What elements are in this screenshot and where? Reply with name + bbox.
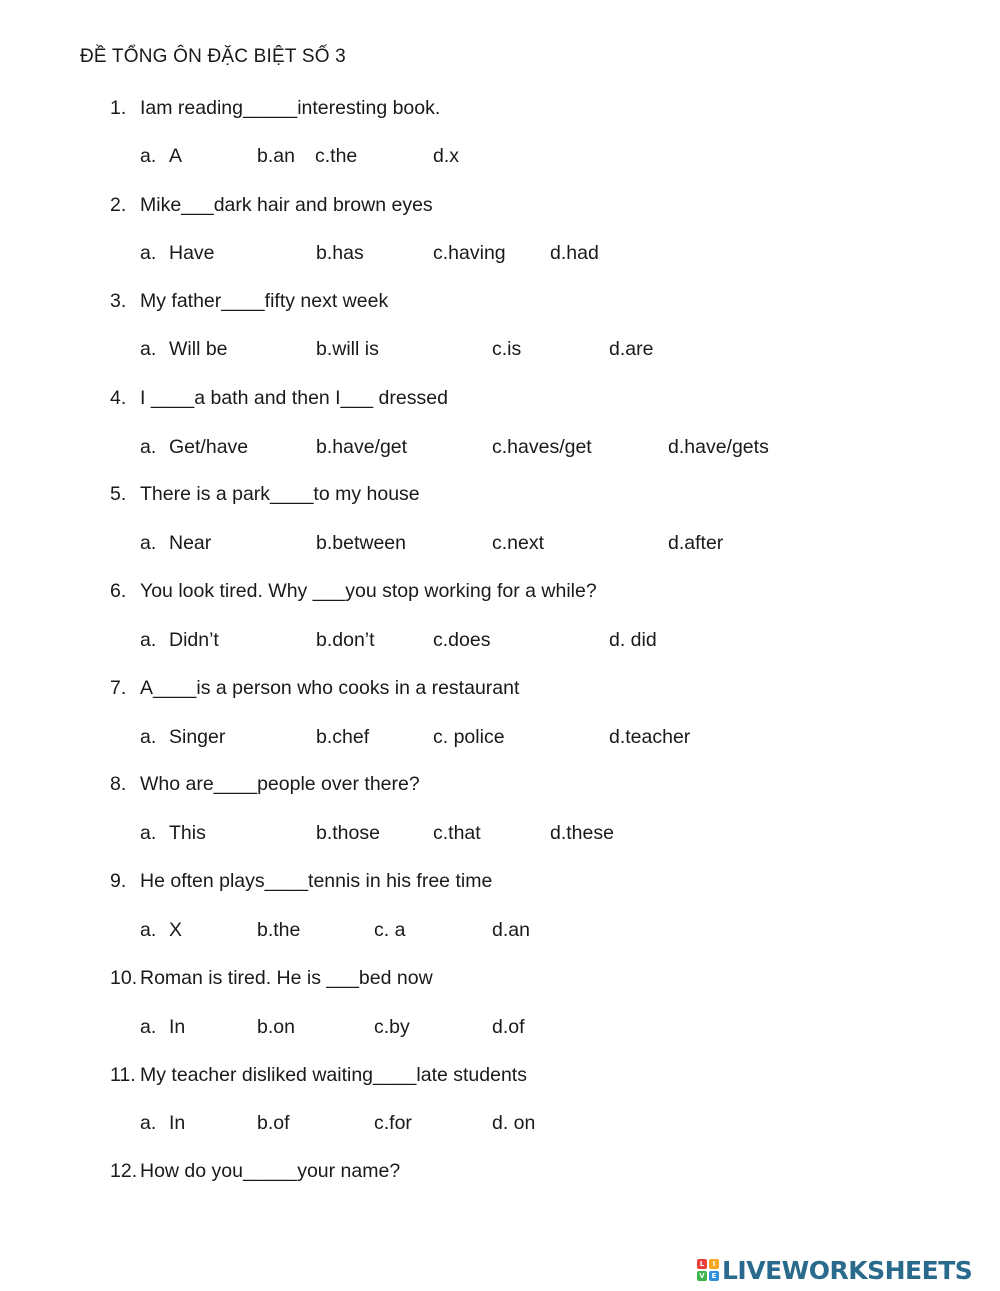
option-text: Have — [169, 242, 215, 264]
question-text: My teacher disliked waiting____late students — [140, 1064, 527, 1086]
question-number: 9. — [110, 870, 127, 892]
question-9 — [110, 870, 492, 893]
option-text: b.chef — [316, 726, 370, 748]
option-text: b.the — [257, 919, 301, 941]
option-text: Didn’t — [169, 629, 219, 651]
option-letter: a. — [140, 338, 157, 360]
option-text: d.are — [609, 338, 654, 360]
option-letter: a. — [140, 532, 157, 554]
answer-option[interactable] — [140, 919, 182, 942]
answer-option[interactable] — [550, 242, 599, 265]
option-text: c.the — [315, 145, 358, 167]
option-letter: a. — [140, 1016, 157, 1038]
question-text: My father____fifty next week — [140, 290, 389, 312]
question-3 — [110, 290, 388, 313]
answer-option[interactable] — [140, 1016, 185, 1039]
answer-option[interactable] — [316, 629, 375, 652]
question-8 — [110, 773, 420, 796]
option-text: c.is — [492, 338, 522, 360]
option-letter: a. — [140, 145, 157, 167]
question-text: Who are____people over there? — [140, 773, 420, 795]
answer-option[interactable] — [433, 822, 481, 845]
question-number: 6. — [110, 580, 127, 602]
option-text: Get/have — [169, 436, 249, 458]
question-text: How do you_____your name? — [140, 1160, 401, 1182]
answer-option[interactable] — [316, 726, 369, 749]
question-10 — [110, 967, 433, 990]
question-2 — [110, 194, 433, 217]
option-text: d.after — [668, 532, 724, 554]
answer-option[interactable] — [668, 436, 769, 459]
option-text: c.by — [374, 1016, 410, 1038]
option-text: b.don’t — [316, 629, 375, 651]
question-6 — [110, 580, 597, 603]
answer-option[interactable] — [140, 532, 211, 555]
question-number: 4. — [110, 387, 127, 409]
question-text: Roman is tired. He is ___bed now — [140, 967, 433, 989]
answer-option[interactable] — [257, 919, 300, 942]
answer-option[interactable] — [609, 338, 653, 361]
answer-option[interactable] — [140, 726, 225, 749]
option-text: c. police — [433, 726, 505, 748]
answer-option[interactable] — [492, 1016, 525, 1039]
answer-option[interactable] — [257, 145, 295, 168]
option-letter: a. — [140, 919, 157, 941]
question-5 — [110, 483, 420, 506]
answer-option[interactable] — [316, 242, 364, 265]
logo-tile: I — [709, 1259, 719, 1269]
question-text: I ____a bath and then I___ dressed — [140, 387, 448, 409]
option-text: d.an — [492, 919, 530, 941]
option-text: d.have/gets — [668, 436, 769, 458]
question-12 — [110, 1160, 400, 1183]
option-text: d.had — [550, 242, 599, 264]
question-7 — [110, 677, 519, 700]
page-title: ĐỀ TỔNG ÔN ĐẶC BIỆT SỐ 3 — [80, 46, 346, 67]
question-text: You look tired. Why ___you stop working for a while? — [140, 580, 597, 602]
answer-option[interactable] — [257, 1112, 290, 1135]
answer-option[interactable] — [140, 338, 228, 361]
logo-tile: E — [709, 1271, 719, 1281]
question-number: 3. — [110, 290, 127, 312]
option-text: c.next — [492, 532, 545, 554]
option-letter: a. — [140, 1112, 157, 1134]
answer-option[interactable] — [316, 822, 380, 845]
answer-option[interactable] — [257, 1016, 295, 1039]
answer-option[interactable] — [140, 145, 182, 168]
answer-option[interactable] — [433, 145, 459, 168]
option-text: Singer — [169, 726, 226, 748]
option-text: c.haves/get — [492, 436, 592, 458]
question-1 — [110, 97, 440, 120]
answer-option[interactable] — [433, 726, 505, 749]
answer-option[interactable] — [668, 532, 723, 555]
answer-option[interactable] — [492, 436, 592, 459]
option-text: b.between — [316, 532, 406, 554]
logo-tile: L — [697, 1259, 707, 1269]
answer-option[interactable] — [492, 532, 544, 555]
logo-text: LIVEWORKSHEETS — [722, 1255, 973, 1285]
answer-option[interactable] — [140, 1112, 185, 1135]
question-11 — [110, 1064, 527, 1087]
option-letter: a. — [140, 822, 157, 844]
question-number: 8. — [110, 773, 127, 795]
answer-option[interactable] — [140, 436, 248, 459]
question-4 — [110, 387, 448, 410]
question-number: 5. — [110, 483, 127, 505]
answer-option[interactable] — [140, 629, 219, 652]
option-text: d.teacher — [609, 726, 691, 748]
question-number: 12. — [110, 1160, 138, 1182]
liveworksheets-logo — [697, 1254, 972, 1286]
answer-option[interactable] — [433, 629, 490, 652]
option-text: In — [169, 1112, 186, 1134]
question-number: 1. — [110, 97, 127, 119]
answer-option[interactable] — [433, 242, 506, 265]
answer-option[interactable] — [140, 822, 206, 845]
question-text: He often plays____tennis in his free time — [140, 870, 493, 892]
question-number: 10. — [110, 967, 138, 989]
option-text: d. did — [609, 629, 657, 651]
answer-option[interactable] — [492, 919, 530, 942]
option-text: c.for — [374, 1112, 412, 1134]
option-text: b.of — [257, 1112, 290, 1134]
option-text: d.x — [433, 145, 460, 167]
answer-option[interactable] — [492, 1112, 535, 1135]
option-text: c.that — [433, 822, 481, 844]
option-letter: a. — [140, 629, 157, 651]
answer-option[interactable] — [609, 726, 690, 749]
question-number: 2. — [110, 194, 127, 216]
question-text: There is a park____to my house — [140, 483, 420, 505]
question-text: Mike___dark hair and brown eyes — [140, 194, 433, 216]
option-text: c. a — [374, 919, 406, 941]
question-text: Iam reading_____interesting book. — [140, 97, 441, 119]
option-text: d.of — [492, 1016, 525, 1038]
answer-option[interactable] — [315, 145, 357, 168]
option-text: This — [169, 822, 206, 844]
option-text: b.will is — [316, 338, 379, 360]
option-text: b.those — [316, 822, 380, 844]
option-text: In — [169, 1016, 186, 1038]
option-letter: a. — [140, 726, 157, 748]
option-letter: a. — [140, 242, 157, 264]
answer-option[interactable] — [374, 1112, 412, 1135]
answer-option[interactable] — [316, 436, 407, 459]
option-text: X — [169, 919, 183, 941]
question-number: 7. — [110, 677, 127, 699]
answer-option[interactable] — [316, 532, 406, 555]
answer-option[interactable] — [609, 629, 657, 652]
answer-option[interactable] — [550, 822, 614, 845]
answer-option[interactable] — [374, 1016, 410, 1039]
answer-option[interactable] — [140, 242, 215, 265]
question-text: A____is a person who cooks in a restaurant — [140, 677, 520, 699]
option-text: Will be — [169, 338, 228, 360]
option-text: b.an — [257, 145, 295, 167]
logo-tiles-icon — [697, 1259, 719, 1281]
answer-option[interactable] — [492, 338, 521, 361]
option-text: c.does — [433, 629, 491, 651]
logo-tile: V — [697, 1271, 707, 1281]
option-text: d. on — [492, 1112, 536, 1134]
answer-option[interactable] — [374, 919, 405, 942]
question-number: 11. — [110, 1064, 136, 1086]
option-text: b.has — [316, 242, 364, 264]
option-text: b.on — [257, 1016, 295, 1038]
option-text: A — [169, 145, 183, 167]
option-text: d.these — [550, 822, 614, 844]
option-text: b.have/get — [316, 436, 408, 458]
option-text: Near — [169, 532, 212, 554]
option-text: c.having — [433, 242, 506, 264]
option-letter: a. — [140, 436, 157, 458]
answer-option[interactable] — [316, 338, 379, 361]
